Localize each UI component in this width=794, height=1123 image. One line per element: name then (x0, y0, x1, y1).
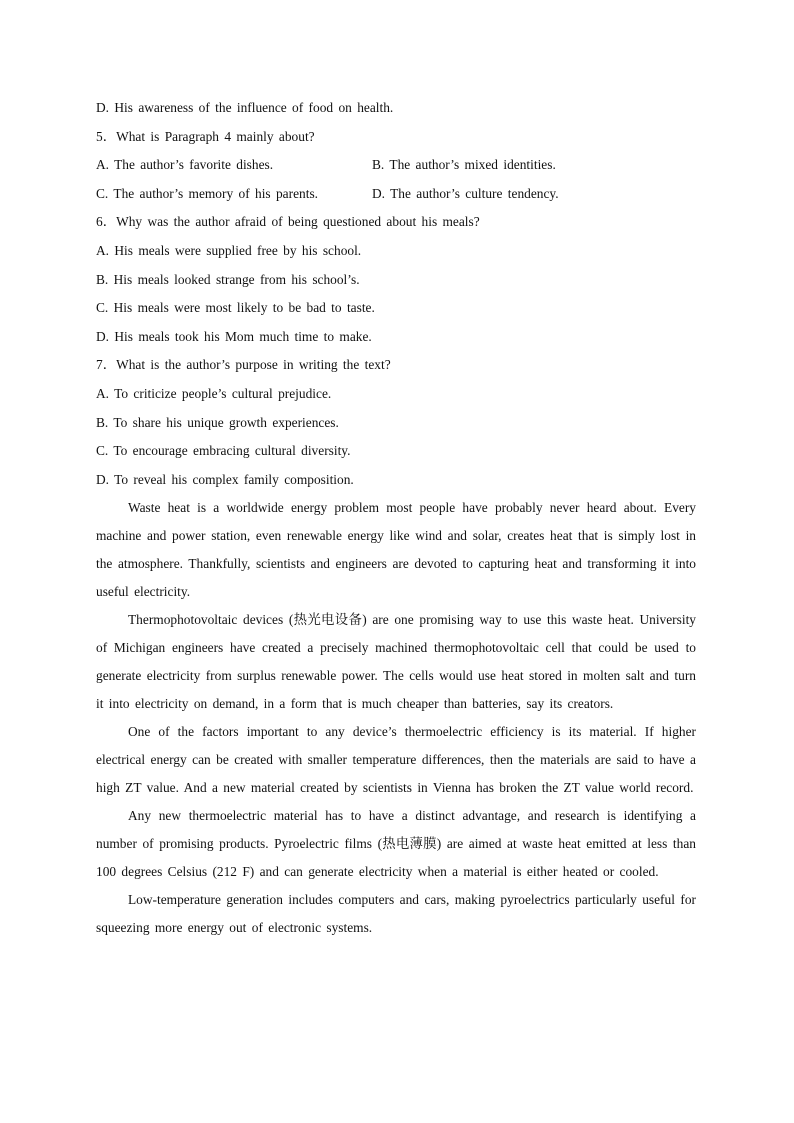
q6-option-a: A. His meals were supplied free by his school. (96, 242, 362, 258)
passage-paragraph-3: One of the factors important to any device’s thermoelectric efficiency is its material. If higher electrical energy can be created with smaller temperature differences, then the materials are said to have a high ZT value. And a new material created by scientists in Vienna has broken the ZT value world record. (96, 724, 696, 796)
q6-option-c: C. His meals were most likely to be bad to taste. (96, 300, 375, 316)
passage-paragraph-1: Waste heat is a worldwide energy problem most people have probably never heard about. Every machine and power station, even renewable energy like wind and solar, creates heat that is simply lost in the atmosphere. Thankfully, scientists and engineers are devoted to capturing heat and transforming it into useful electricity. (96, 500, 696, 600)
passage-paragraph-4: Any new thermoelectric material has to have a distinct advantage, and research is identifying a number of promising products. Pyroelectric films (热电薄膜) are aimed at waste heat emitted at less than 100 degrees Celsius (212 F) and can generate electricity when a material is either heated or cooled. (96, 808, 696, 880)
q5-option-c: C. The author’s memory of his parents. (96, 185, 318, 201)
q7-option-d: D. To reveal his complex family composition. (96, 471, 354, 487)
q7-option-c: C. To encourage embracing cultural diversity. (96, 443, 351, 459)
q6-option-d: D. His meals took his Mom much time to make. (96, 328, 372, 344)
passage-paragraph-5: Low-temperature generation includes computers and cars, making pyroelectrics particularly useful for squeezing more energy out of electronic systems. (96, 892, 696, 936)
passage-paragraph-2: Thermophotovoltaic devices (热光电设备) are one promising way to use this waste heat. University of Michigan engineers have created a precisely machined thermophotovoltaic cell that could be used to generate electricity from surplus renewable power. The cells would use heat stored in molten salt and turn it into electricity on demand, in a form that is much cheaper than batteries, say its creators. (96, 612, 696, 712)
q4-option-d: D. His awareness of the influence of food on health. (96, 100, 394, 115)
q5-option-a: A. The author’s favorite dishes. (96, 157, 274, 173)
q5-options-row-2 (96, 180, 696, 209)
q5-stem: 5．What is Paragraph 4 mainly about? (96, 128, 315, 144)
q6-stem: 6．Why was the author afraid of being questioned about his meals? (96, 214, 480, 230)
exam-page (96, 94, 696, 942)
q7-option-b: B. To share his unique growth experiences. (96, 414, 339, 430)
q7-option-a: A. To criticize people’s cultural prejudice. (96, 385, 332, 401)
q5-option-b: B. The author’s mixed identities. (372, 157, 556, 173)
q6-option-b: B. His meals looked strange from his school’s. (96, 271, 360, 287)
q7-stem: 7．What is the author’s purpose in writing the text? (96, 357, 391, 373)
q5-options-row-1 (96, 151, 696, 180)
reading-passage (96, 494, 696, 942)
q5-option-d: D. The author’s culture tendency. (372, 185, 559, 201)
